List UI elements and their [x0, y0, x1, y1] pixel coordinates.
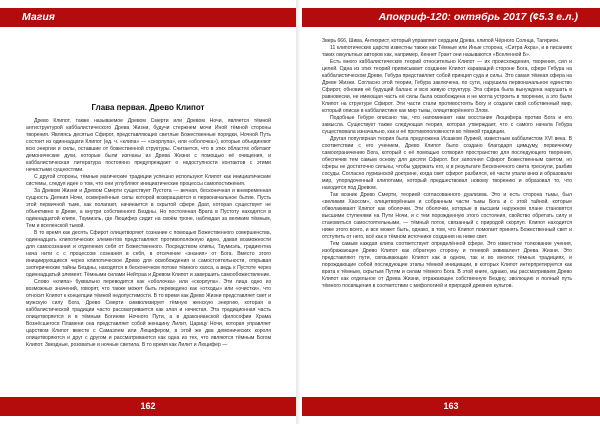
- right-page: [300, 0, 600, 424]
- right-page-text: [322, 38, 572, 390]
- right-page-header: [302, 8, 600, 27]
- left-page-header: [0, 8, 296, 27]
- paragraph: 11 клипотических царств известны также как Тёмные или Иные сторона, «Ситра Ахра», и в писаниях таких оккультных авторов как, например, Кеннет Грант они называются «Вселенной Б».: [322, 45, 572, 58]
- left-header-title: Магия: [22, 11, 55, 23]
- paragraph: Так возник Древо Смерти, теорией согласованного дуализма. Это и есть сторона тьмы, был «великим Хаосом», олицетворённым и собранным части тьмы Бога и с этой тайной, которые обволакивают Клипот как оболочки. Эти оболочки, которые в высшем наружном плане становятся высшими ступенями на Пути Ночи, и с тем порожденную этого состояния, свойство обретать силу и становиться самостоятельными, — тёмный поток, связанный с природой скорлуп. Клипот находится ниже этого всего, и все может быть, однако, в том, что Клипот помогает принять Божественный свет и отступить от него, всё как в тёмном источнике создания на ниже свет.: [322, 192, 572, 240]
- right-page-footer: [302, 397, 600, 416]
- paragraph: С другой стороны, тёмные магические традиции успешно используют Клипот как инициатические системы, следуя идее о том, что они углубляют инициатические процессы самопостижения.: [26, 174, 271, 187]
- paragraph: Тем самым каждая клипа соответствует определённой сфере. Это известное толкование учения, изображающее Древо Клипот как обратную сторону и теневой эквивалент Древа Жизни. Это представляют пути, связывающие Клипот как в одном, так и во многих тёмных традициях, и порождающие собой последующие этапы тёмной инициации, в которых Клипот интерпретируется как врата к тёмным, скрытым Путям и силам тёмного Бога. В этой книге, однако, мы рассматриваем Древо Клипот как отдельное от Древа Жизни, отражающее собственную Бездну, эволюцию и полный путь тёмного посвящения в соответствии с мифологией и природой древних культов.: [322, 241, 572, 289]
- paragraph: Зверь 666, Шива, Антихрист, который управляет сердцем Древа, клипой Чёрного Солнца, Тагирион.: [322, 38, 560, 44]
- chapter-title: Глава первая. Древо Клипот: [91, 103, 205, 112]
- left-page-number: 162: [140, 401, 156, 411]
- paragraph: Древо Клипот, также называемое Древом Смерти или Древом Ночи, является тёмной антиструктурой каббалистического Древа Жизни, будучи стержнем мочи Иной тёмной стороны творения. Являясь десятью Сфирот, представляющих светлые Божественные порядки, Ночной Путь состоит из одиннадцати Клипот (ед. ч. «клипа» — «скорлупа», или «оболочка»), которые объединяют всю энергии и силы, оставшие от божественной структуры. Считается, что в этих областях обитают демонические духи, которые были изгнаны из Древа Жизни с помощью её очищения, и каббалистическая литература постоянно предупреждает о недоступности контактов с этими нечистыми сущностями.: [26, 118, 271, 173]
- paragraph: В то время как десять Сфирот олицетворяют сознание с помощью Божественного совершенства, одиннадцать клипотических элементов представляют противоположную идею, давая возможности для самосознания и отделения себя от Божественного. Посредством клипы, Таумиэль, градиентна нача нити с с процессом сознания в себя, в отсечение «знания» от Бога. Вместо этого инициирующиеся через клипотическое Древо для освобождения и самостоятельности, открывая эзотерические тайны Бездны, находятся в бесконечном потоке тёмного хаоса, а ведь к Пустоте через одиннадцатый элемент. Тёмными силами Нейтраа и Древом Клипот и завершить самообожествление.: [26, 230, 271, 278]
- right-page-number: 163: [443, 401, 459, 411]
- paragraph: Другая популярная теория была предложена Исааком Лурией, известным каббалистом XVI века. В соответствии с его учением, Древо Клипот было создано благодаря цимцуму, первичному самоограничению Бога, который с её помощью сотворил пространство для последующего творения, обеспечив тем самым основу для десяти Сфирот. Бог заполнил Сфирот Божественным светом, но сферы не достаточно сильны, чтобы удержать его, и в результате Бесконечного света треснули, разбив сосуды. Согласно лурианской доктрине, когда свет сфирот разбился, её части упали вниз и образовали мир, упорядоченный клипотами, который предшествовал новому творению и образовал то, что находится под Древом.: [322, 136, 572, 191]
- left-page-footer: [0, 397, 296, 416]
- paragraph: Слово «клипа» буквально переводится как «оболочка» или «скорлупа». Эти лица одно из возможных значений, говорят, что также может быть переведено как «отходы» или «очистки», что относит Клипот к концепции тёмной недопустимости. В то время как Древо Жизни представляет свет и мужскую силу Бога, Древо Смерти символизирует тёмную женскую энергию, которая в каббалистической традиции часто рассматривается как злая и нечистая. Эта традиционная часть олицетворяется и в тёмным Богиням Ночного Пути, а в драконианской философии Храма Вознёсшегося Пламени она представляет собой женщину Лилит, Царицу Ночи, которая управляет царством Клипот вместе с Самаэлем или Люцифером, в этой же два демонических короля олицетворяются и друг с другом и рассматриваются как одна из тех, что являются тёмным Богом Клипот. Звездные, розоватые и ночные светила. В то время как Лилит и Люцифер —: [26, 279, 271, 348]
- paragraph: Есть много каббалистических теорий относительно Клипот — их происхождения, творения, сил и целей. Одна из этих теорий приписывает создание Клипот караващей стороне Бога, сфере Гебура на каббалистическом Древе. Гебура представляет собой принцип суда и силы. Это самая тёмная сфера на Древе Жизни. Согласно этой теории, Гебура заключена, по сути, нарушила первоначальное единство Сфирот, обновив её будущий баланс и всю живую структуру. Эта сфера была вынуждена нарушать в равновесии, не имеющая часть её силы была освобождена и не могла устроить в творении, а это были Клипот на структуре Сфирот. Эти части стали противостоять Богу и создали свой собственный мир, который описан в каббалистике как мир тьмы, олицетворённого Злом.: [322, 59, 572, 114]
- left-page-text: [26, 118, 271, 390]
- paragraph: Подобные Гебуре описано так, что напоминают нам восстание Люцифера против Бога и его замысла. Существует также следующая теория, которая утверждает, что с самого начала Гебура существовала изначально, как и её противоположности во тёмной традиции.: [322, 115, 572, 135]
- paragraph: За Древом Жизни и Древом Смерти существует Пустота — вечная, бесконечная и вневременная сущность Деяния Ночи, осквернённые силы которой возвращаются в первоначальное бытие. Пусть этой первичной тьме, как полагают, начинается в скрытой сфере Даат, которая существует не объективно в Древе, а внутри собственного Бездны. Но постоянная Врата в Пустоту находятся в одиннадцатой клипе, Таумиэль, где Люцифер сидит на своём троне, наблюдая за великим тёмным, Тем и вселенской тьмой.: [26, 188, 271, 229]
- right-header-title: Апокриф-120: октябрь 2017 (¢5.3 е.л.): [378, 11, 578, 23]
